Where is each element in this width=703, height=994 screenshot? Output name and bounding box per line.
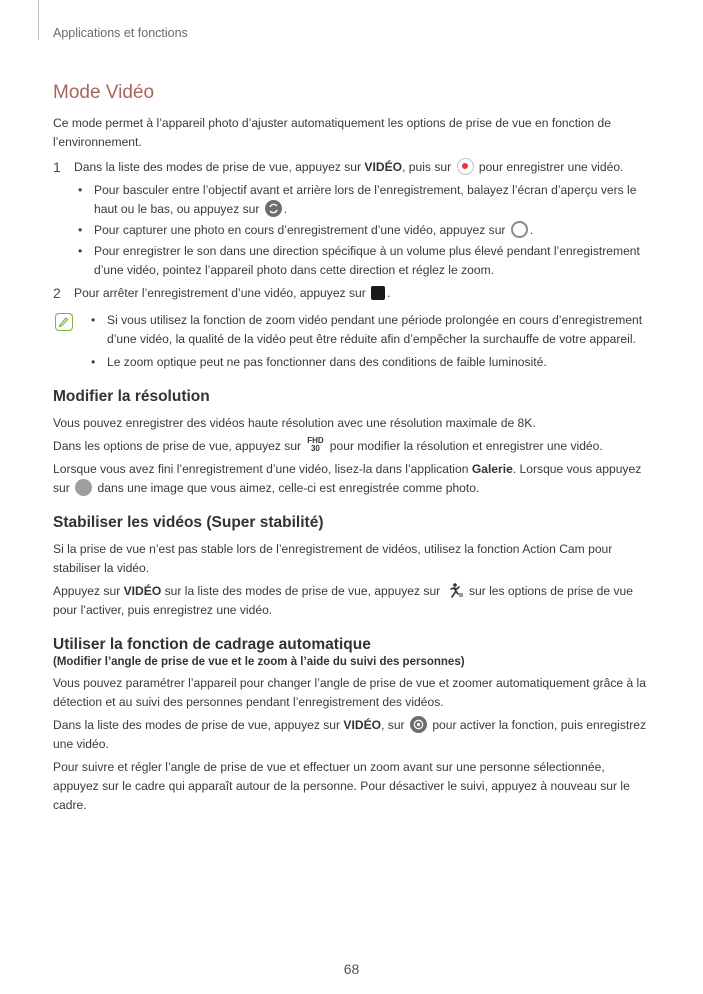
step-text: , puis sur [402, 160, 455, 174]
resolution-icon [306, 437, 324, 454]
list-item [74, 221, 653, 240]
note-icon [55, 313, 73, 331]
bullet-text: . [283, 202, 288, 216]
paragraph: Vous pouvez paramétrer l’appareil pour changer l’angle de prise de vue et zoomer automatiquement grâce à la détection et au suivi des personnes pendant l’enregistrement des vidéos. [53, 676, 646, 709]
step-1-bullets [74, 181, 653, 280]
paragraph [53, 582, 653, 620]
page-content [53, 82, 653, 819]
paragraph-text: Appuyez sur [53, 584, 124, 598]
step-number: 2 [53, 285, 61, 301]
paragraph-text: , sur [381, 718, 408, 732]
step-number: 1 [53, 159, 61, 175]
paragraph-text: Dans les options de prise de vue, appuyez sur [53, 439, 305, 453]
paragraph-text: pour modifier la résolution et enregistrer une vidéo. [326, 439, 603, 453]
header-rule [38, 0, 39, 40]
auto-framing-icon [410, 716, 427, 733]
paragraph-text: sur les options de prise de vue pour l’activer, puis enregistrez une vidéo. [53, 584, 633, 617]
icon-label: 30 [310, 444, 320, 454]
step-text: pour enregistrer une vidéo. [475, 160, 624, 174]
section-header: Applications et fonctions [53, 26, 188, 40]
list-item: • Le zoom optique peut ne pas fonctionner dans des conditions de faible luminosité. [87, 353, 653, 372]
step-text: Dans la liste des modes de prise de vue, appuyez sur [74, 160, 365, 174]
step-1 [53, 158, 653, 177]
paragraph: Pour suivre et régler l’angle de prise de vue et effectuer un zoom avant sur une personne sélectionnée, appuyez sur le cadre qui apparaît autour de la personne. Pour désactiver le suivi, appuyez à nouveau sur le cadre. [53, 760, 630, 812]
step-text: . [387, 286, 391, 300]
paragraph: Vous pouvez enregistrer des vidéos haute résolution avec une résolution maximale de 8K. [53, 416, 536, 430]
step-text: Pour arrêter l’enregistrement d’une vidéo, appuyez sur [74, 286, 370, 300]
capture-icon [511, 221, 528, 238]
bullet-text: . [529, 223, 534, 237]
stabilize-heading: Stabiliser les vidéos (Super stabilité) [53, 514, 324, 531]
list-item [74, 242, 653, 280]
stop-icon [371, 286, 385, 300]
paragraph-text: pour activer la fonction, puis enregistrez une vidéo. [53, 718, 647, 751]
paragraph: Si la prise de vue n’est pas stable lors de l’enregistrement de vidéos, utilisez la fonction Action Cam pour stabiliser la vidéo. [53, 542, 613, 575]
paragraph-text: . Lorsque vous appuyez sur [53, 462, 642, 495]
paragraph-text: Lorsque vous avez fini l’enregistrement d’une vidéo, lisez-la dans l’application [53, 462, 472, 476]
paragraph-text: dans une image que vous aimez, celle-ci est enregistrée comme photo. [94, 481, 480, 495]
running-person-icon [446, 582, 464, 599]
record-icon [457, 158, 474, 175]
paragraph [53, 437, 653, 456]
note-block [53, 311, 653, 372]
list-item: • Si vous utilisez la fonction de zoom vidéo pendant une période prolongée en cours d’enregistrement d’une vidéo, la qualité de la vidéo peut être réduite afin d’empêcher la surchauffe de votre appareil. [87, 311, 653, 349]
page-number: 68 [343, 961, 360, 977]
intro-text: Ce mode permet à l’appareil photo d’ajuster automatiquement les options de prise de vue en fonction de l’environnement. [53, 116, 612, 149]
app-name: Galerie [471, 462, 513, 476]
autoframe-heading: Utiliser la fonction de cadrage automatique [53, 636, 371, 653]
page-title: Mode Vidéo [53, 82, 155, 103]
mode-label: VIDÉO [364, 160, 403, 174]
resolution-heading: Modifier la résolution [53, 388, 210, 405]
paragraph-text: Dans la liste des modes de prise de vue, appuyez sur [53, 718, 344, 732]
autoframe-subheading: (Modifier l’angle de prise de vue et le zoom à l’aide du suivi des personnes) [53, 656, 465, 668]
mode-label: VIDÉO [343, 718, 382, 732]
mode-label: VIDÉO [123, 584, 162, 598]
bullet-text: Pour basculer entre l’objectif avant et arrière lors de l’enregistrement, balayez l’écran d’aperçu vers le haut ou le bas, ou appuyez sur [94, 183, 637, 216]
switch-camera-icon [265, 200, 282, 217]
paragraph-text: sur la liste des modes de prise de vue, appuyez sur [161, 584, 444, 598]
bullet-text: Pour capturer une photo en cours d’enregistrement d’une vidéo, appuyez sur [94, 223, 509, 237]
icon-label: FHD [307, 436, 324, 446]
paragraph [53, 460, 653, 498]
step-2 [53, 284, 653, 303]
list-item [74, 181, 653, 219]
bullet-text: Pour enregistrer le son dans une direction spécifique à un volume plus élevé pendant l’enregistrement d’une vidéo, pointez l’appareil photo dans cette direction et réglez le zoom. [94, 244, 640, 277]
capture-frame-icon [75, 479, 92, 496]
note-list [87, 311, 653, 372]
paragraph [53, 716, 653, 754]
